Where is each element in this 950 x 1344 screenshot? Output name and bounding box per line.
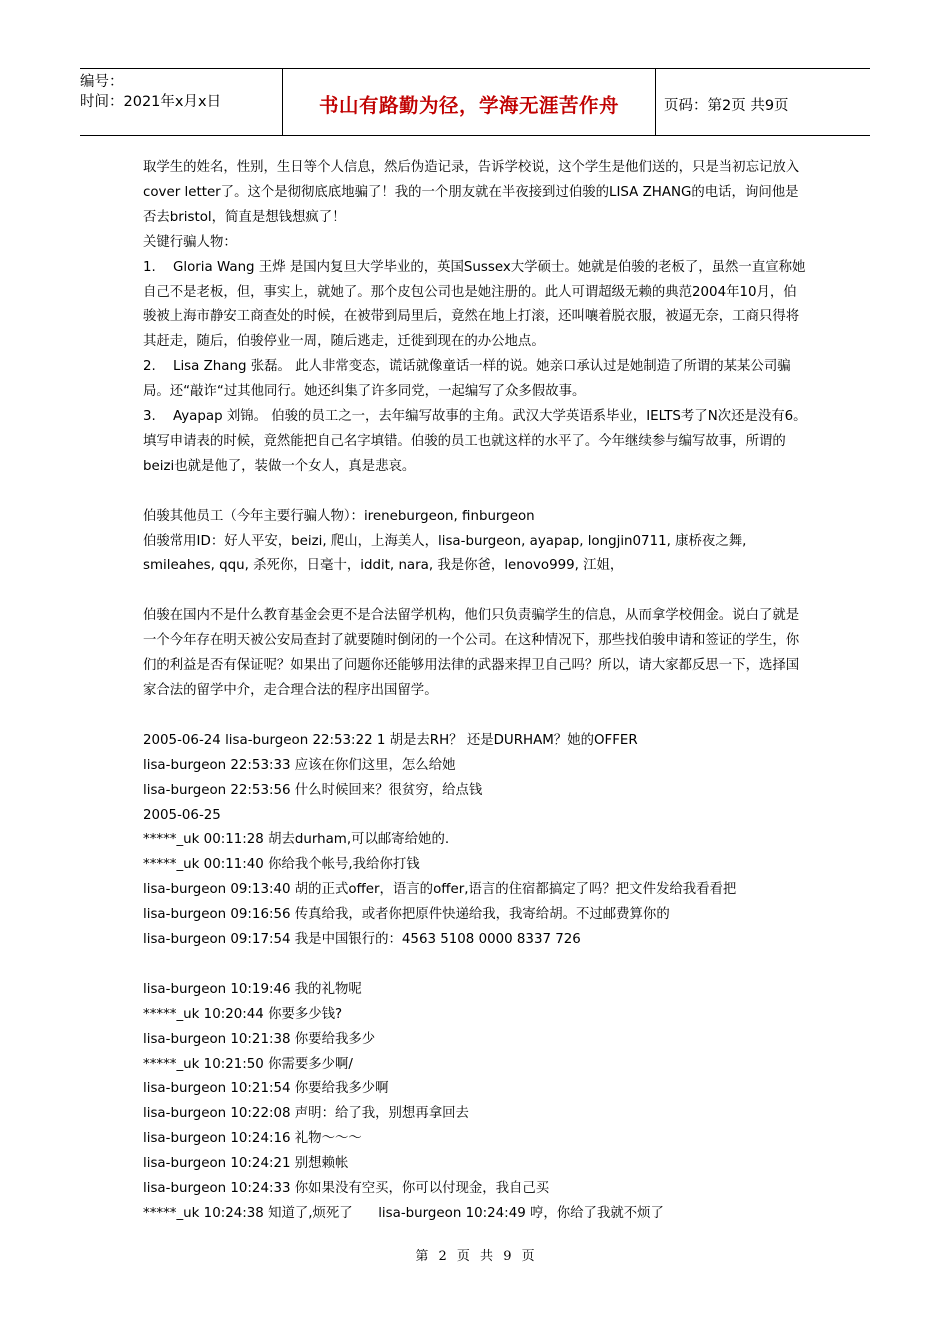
paragraph-intro: 取学生的姓名，性别，生日等个人信息，然后伪造记录，告诉学校说，这个学生是他们送的，只是当初忘记放入cover letter了。这个是彻彻底底地骗了！我的一个朋友就在半夜接到过伯骏的LISA ZHANG的电话，询问他是否去bristol，简直是想钱想疯了！: [143, 160, 800, 225]
chat-line: lisa-burgeon 10:19:46 我的礼物呢: [143, 981, 362, 997]
item-text: Ayapap 刘锦。 伯骏的员工之一，去年编写故事的主角。武汉大学英语系毕业，IELTS考了N次还是没有6。填写申请表的时候，竟然能把自己名字填错。伯骏的员工也就这样的水平了。今年继续参与编写故事，所谓的beizi也就是他了，装做一个女人，真是悲哀。: [143, 409, 807, 474]
chat-line: 2005-06-24 lisa-burgeon 22:53:22 1 胡是去RH？ 还是DURHAM？她的OFFER: [143, 732, 638, 748]
chat-line: *****_uk 10:21:50 你需要多少啊/: [143, 1056, 353, 1072]
key-persons-title: 关键行骗人物：: [143, 234, 237, 250]
item-text: Lisa Zhang 张磊。 此人非常变态，谎话就像童话一样的说。她亲口承认过是她制造了所谓的某某公司骗局。还“敲诈“过其他同行。她还纠集了许多同党，一起编写了众多假故事。: [143, 359, 791, 400]
header-motto: 书山有路勤为径，学海无涯苦作舟: [318, 94, 619, 117]
spacer: [143, 480, 809, 505]
chat-line: lisa-burgeon 09:16:56 传真给我，或者你把原件快递给我，我寄给胡。不过邮费算你的: [143, 907, 670, 923]
chat-line: *****_uk 10:20:44 你要多少钱?: [143, 1006, 343, 1022]
chat-log-2: [143, 978, 809, 1227]
header-date: 时间：2021年x月x日: [80, 94, 222, 110]
item-number: 2.: [143, 359, 156, 375]
chat-log-1: [143, 729, 809, 953]
header-page-info: 页码：第2页 共9页: [664, 97, 789, 114]
spacer: [143, 704, 809, 729]
chat-line: lisa-burgeon 10:21:54 你要给我多少啊: [143, 1081, 389, 1097]
chat-line: *****_uk 10:24:38 知道了,烦死了 lisa-burgeon 10:24:49 哼，你给了我就不烦了: [143, 1206, 664, 1221]
chat-line: lisa-burgeon 09:17:54 我是中国银行的：4563 5108 0000 8337 726: [143, 932, 581, 948]
other-staff: 伯骏其他员工（今年主要行骗人物）：ireneburgeon, finburgeon: [143, 508, 535, 524]
item-number: 1.: [143, 259, 156, 275]
header-meta: [80, 69, 282, 135]
chat-line: lisa-burgeon 10:24:33 你如果没有空买，你可以付现金，我自己买: [143, 1181, 550, 1197]
page-header: [80, 68, 870, 136]
common-ids: 伯骏常用ID：好人平安，beizi, 爬山，上海美人，lisa-burgeon, ayapap, longjin0711, 康桥夜之舞, smileahes, qqu, 杀死你，日毫十，iddit, nara, 我是你爸，lenovo999, 江姐，: [143, 533, 747, 574]
chat-line: lisa-burgeon 09:13:40 胡的正式offer，语言的offer,语言的住宿都搞定了吗？把文件发给我看看把: [143, 882, 737, 898]
chat-line: lisa-burgeon 10:22:08 声明：给了我，别想再拿回去: [143, 1106, 469, 1122]
chat-line: lisa-burgeon 10:24:21 别想赖帐: [143, 1156, 349, 1172]
header-motto-cell: [282, 69, 656, 135]
key-person-2: [143, 355, 809, 405]
chat-line: *****_uk 00:11:28 胡去durham,可以邮寄给她的.: [143, 832, 450, 848]
chat-line: lisa-burgeon 22:53:56 什么时候回来？很贫穷，给点钱: [143, 782, 483, 798]
key-person-1: [143, 256, 809, 356]
chat-line: 2005-06-25: [143, 807, 221, 823]
chat-line: lisa-burgeon 22:53:33 应该在你们这里，怎么给她: [143, 757, 456, 773]
spacer: [143, 953, 809, 978]
chat-line: lisa-burgeon 10:24:16 礼物～～～: [143, 1131, 362, 1147]
item-number: 3.: [143, 409, 156, 425]
page-footer: 第 2 页 共 9 页: [415, 1249, 535, 1264]
header-number-label: 编号：: [80, 74, 124, 90]
chat-line: *****_uk 00:11:40 你给我个帐号,我给你打钱: [143, 857, 420, 873]
chat-line: lisa-burgeon 10:21:38 你要给我多少: [143, 1031, 376, 1047]
paragraph-warning: 伯骏在国内不是什么教育基金会更不是合法留学机构，他们只负责骗学生的信息，从而拿学校佣金。说白了就是一个今年存在明天被公安局查封了就要随时倒闭的一个公司。在这种情况下，那些找伯骏申请和签证的学生，你们的利益是否有保证呢？如果出了问题你还能够用法律的武器来捍卫自己吗？所以，请大家都反思一下，选择国家合法的留学中介，走合理合法的程序出国留学。: [143, 608, 800, 698]
spacer: [143, 579, 809, 604]
item-text: Gloria Wang 王烨 是国内复旦大学毕业的，英国Sussex大学硕士。她就是伯骏的老板了，虽然一直宣称她自己不是老板，但，事实上，就她了。那个皮包公司也是她注册的。此人可谓超级无赖的典范2004年10月，伯骏被上海市静安工商查处的时候，在被带到局里后，竟然在地上打滚，还叫嚷着脱衣服，被逼无奈，工商只得将其赶走，随后，伯骏停业一周，随后逃走，迁徙到现在的办公地点。: [143, 259, 806, 350]
key-person-3: [143, 405, 809, 480]
document-body: [143, 156, 809, 1227]
